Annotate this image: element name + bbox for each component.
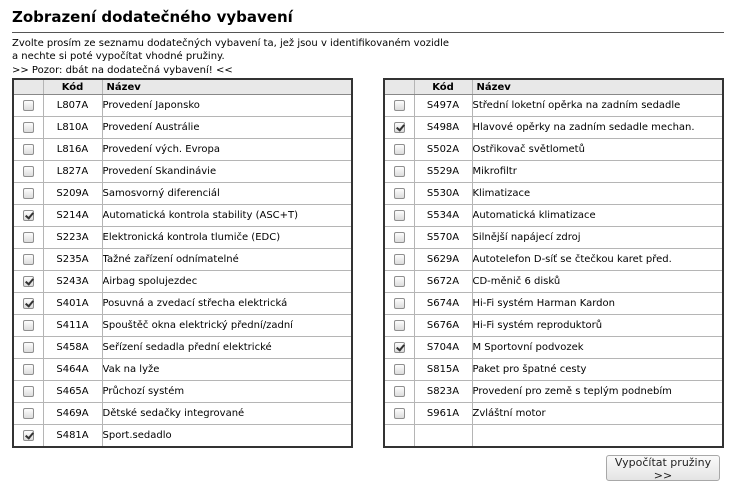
- checkbox-cell: [13, 381, 43, 403]
- option-name: Samosvorný diferenciál: [102, 183, 352, 205]
- option-code: S676A: [414, 315, 472, 337]
- table-row: [13, 337, 352, 359]
- table-row: [384, 403, 723, 425]
- checkbox-cell: [13, 293, 43, 315]
- checkbox-cell: [13, 183, 43, 205]
- option-checkbox[interactable]: [23, 364, 34, 375]
- table-row: [384, 117, 723, 139]
- table-row: [13, 117, 352, 139]
- code-column-header: Kód: [43, 79, 102, 95]
- checkbox-cell: [13, 271, 43, 293]
- option-name: M Sportovní podvozek: [472, 337, 723, 359]
- table-row: [384, 271, 723, 293]
- option-name: Průchozí systém: [102, 381, 352, 403]
- option-code: S401A: [43, 293, 102, 315]
- option-name: Hi-Fi systém Harman Kardon: [472, 293, 723, 315]
- table-row: [13, 95, 352, 117]
- checkbox-column-header: [384, 79, 414, 95]
- equipment-table-left: [12, 78, 353, 448]
- option-checkbox[interactable]: [23, 342, 34, 353]
- checkbox-cell: [384, 205, 414, 227]
- option-checkbox[interactable]: [23, 276, 34, 287]
- table-row: [384, 227, 723, 249]
- instructions-line-1: Zvolte prosím ze seznamu dodatečných vybavení ta, jež jsou v identifikovaném vozidle: [12, 38, 450, 49]
- option-name: Ostřikovač světlometů: [472, 139, 723, 161]
- option-name: Posuvná a zvedací střecha elektrická: [102, 293, 352, 315]
- option-name: Automatická kontrola stability (ASC+T): [102, 205, 352, 227]
- option-code: S469A: [43, 403, 102, 425]
- name-column-header: Název: [472, 79, 723, 95]
- table-row: [384, 95, 723, 117]
- option-code: S223A: [43, 227, 102, 249]
- option-code: S497A: [414, 95, 472, 117]
- checkbox-cell: [13, 117, 43, 139]
- option-checkbox[interactable]: [23, 166, 34, 177]
- checkbox-cell: [13, 403, 43, 425]
- checkbox-cell: [384, 315, 414, 337]
- option-checkbox[interactable]: [394, 188, 405, 199]
- option-code: S823A: [414, 381, 472, 403]
- option-name: Hlavové opěrky na zadním sedadle mechan.: [472, 117, 723, 139]
- option-checkbox[interactable]: [23, 430, 34, 441]
- checkbox-cell: [384, 227, 414, 249]
- option-checkbox[interactable]: [23, 210, 34, 221]
- table-row: [384, 249, 723, 271]
- option-name: Provedení Austrálie: [102, 117, 352, 139]
- checkbox-cell: [13, 205, 43, 227]
- option-name: Provedení Japonsko: [102, 95, 352, 117]
- option-checkbox[interactable]: [23, 408, 34, 419]
- option-checkbox[interactable]: [394, 408, 405, 419]
- table-row: [13, 139, 352, 161]
- option-code: S209A: [43, 183, 102, 205]
- empty-cell: [472, 425, 723, 448]
- table-row: [13, 425, 352, 448]
- table-row: [13, 359, 352, 381]
- option-checkbox[interactable]: [23, 100, 34, 111]
- option-code: S570A: [414, 227, 472, 249]
- option-code: S235A: [43, 249, 102, 271]
- checkbox-cell: [384, 161, 414, 183]
- option-code: S961A: [414, 403, 472, 425]
- option-code: S529A: [414, 161, 472, 183]
- option-name: Spouštěč okna elektrický přední/zadní: [102, 315, 352, 337]
- option-checkbox[interactable]: [23, 188, 34, 199]
- option-checkbox[interactable]: [394, 144, 405, 155]
- checkbox-cell: [13, 337, 43, 359]
- table-row: [384, 381, 723, 403]
- option-name: Provedení Skandinávie: [102, 161, 352, 183]
- empty-row: [384, 425, 723, 448]
- checkbox-cell: [13, 249, 43, 271]
- option-code: S704A: [414, 337, 472, 359]
- checkbox-column-header: [13, 79, 43, 95]
- checkbox-cell: [384, 183, 414, 205]
- empty-cell: [414, 425, 472, 448]
- checkbox-cell: [13, 139, 43, 161]
- checkbox-cell: [384, 249, 414, 271]
- option-checkbox[interactable]: [23, 320, 34, 331]
- checkbox-cell: [384, 403, 414, 425]
- option-checkbox[interactable]: [394, 320, 405, 331]
- option-checkbox[interactable]: [394, 210, 405, 221]
- name-column-header: Název: [102, 79, 352, 95]
- table-row: [13, 403, 352, 425]
- checkbox-cell: [384, 117, 414, 139]
- option-code: S498A: [414, 117, 472, 139]
- option-name: Střední loketní opěrka na zadním sedadle: [472, 95, 723, 117]
- option-name: Vak na lyže: [102, 359, 352, 381]
- instructions: [12, 37, 472, 77]
- table-row: [13, 161, 352, 183]
- option-name: Tažné zařízení odnímatelné: [102, 249, 352, 271]
- option-code: S458A: [43, 337, 102, 359]
- option-checkbox[interactable]: [394, 122, 405, 133]
- title-divider: [12, 32, 724, 33]
- table-row: [13, 293, 352, 315]
- table-row: [13, 227, 352, 249]
- option-code: S815A: [414, 359, 472, 381]
- option-name: Zvláštní motor: [472, 403, 723, 425]
- option-checkbox[interactable]: [394, 100, 405, 111]
- table-row: [384, 337, 723, 359]
- checkbox-cell: [13, 161, 43, 183]
- checkbox-cell: [384, 271, 414, 293]
- code-column-header: Kód: [414, 79, 472, 95]
- empty-cell: [384, 425, 414, 448]
- table-row: [384, 161, 723, 183]
- table-row: [13, 315, 352, 337]
- option-code: S465A: [43, 381, 102, 403]
- option-code: S464A: [43, 359, 102, 381]
- option-name: Seřízení sedadla přední elektrické: [102, 337, 352, 359]
- option-checkbox[interactable]: [23, 122, 34, 133]
- option-checkbox[interactable]: [23, 232, 34, 243]
- option-name: Paket pro špatné cesty: [472, 359, 723, 381]
- option-code: S674A: [414, 293, 472, 315]
- option-checkbox[interactable]: [394, 342, 405, 353]
- table-row: [13, 183, 352, 205]
- option-checkbox[interactable]: [394, 298, 405, 309]
- option-name: Klimatizace: [472, 183, 723, 205]
- option-name: Provedení pro země s teplým podnebím: [472, 381, 723, 403]
- option-checkbox[interactable]: [394, 254, 405, 265]
- option-code: S502A: [414, 139, 472, 161]
- table-header-row: [384, 79, 723, 95]
- table-row: [384, 205, 723, 227]
- option-name: CD-měnič 6 disků: [472, 271, 723, 293]
- checkbox-cell: [384, 95, 414, 117]
- option-name: Hi-Fi systém reproduktorů: [472, 315, 723, 337]
- option-checkbox[interactable]: [23, 254, 34, 265]
- option-checkbox[interactable]: [394, 386, 405, 397]
- option-code: L810A: [43, 117, 102, 139]
- option-code: S534A: [414, 205, 472, 227]
- calculate-springs-button[interactable]: Vypočítat pružiny >>: [606, 455, 720, 481]
- option-code: S481A: [43, 425, 102, 448]
- option-checkbox[interactable]: [394, 276, 405, 287]
- option-name: Provedení vých. Evropa: [102, 139, 352, 161]
- checkbox-cell: [13, 315, 43, 337]
- instructions-line-2: a nechte si poté vypočítat vhodné pružiny.: [12, 51, 225, 63]
- option-code: S214A: [43, 205, 102, 227]
- table-row: [13, 249, 352, 271]
- option-code: L816A: [43, 139, 102, 161]
- table-row: [384, 315, 723, 337]
- option-checkbox[interactable]: [394, 364, 405, 375]
- checkbox-cell: [384, 359, 414, 381]
- option-name: Dětské sedačky integrované: [102, 403, 352, 425]
- option-checkbox[interactable]: [394, 166, 405, 177]
- table-row: [384, 183, 723, 205]
- option-code: S411A: [43, 315, 102, 337]
- option-code: L827A: [43, 161, 102, 183]
- option-code: L807A: [43, 95, 102, 117]
- option-name: Automatická klimatizace: [472, 205, 723, 227]
- option-checkbox[interactable]: [23, 298, 34, 309]
- warning-text: >> Pozor: dbát na dodatečná vybavení! <<: [12, 64, 233, 76]
- table-row: [384, 293, 723, 315]
- option-name: Sport.sedadlo: [102, 425, 352, 448]
- table-row: [384, 139, 723, 161]
- checkbox-cell: [13, 95, 43, 117]
- checkbox-cell: [384, 139, 414, 161]
- option-code: S243A: [43, 271, 102, 293]
- checkbox-cell: [384, 381, 414, 403]
- checkbox-cell: [13, 227, 43, 249]
- option-name: Mikrofiltr: [472, 161, 723, 183]
- option-name: Airbag spolujezdec: [102, 271, 352, 293]
- page-title: Zobrazení dodatečného vybavení: [12, 8, 293, 26]
- table-row: [384, 359, 723, 381]
- option-checkbox[interactable]: [23, 144, 34, 155]
- table-row: [13, 271, 352, 293]
- table-row: [13, 205, 352, 227]
- checkbox-cell: [13, 359, 43, 381]
- option-name: Silnější napájecí zdroj: [472, 227, 723, 249]
- equipment-table-right: [383, 78, 724, 448]
- option-code: S672A: [414, 271, 472, 293]
- checkbox-cell: [13, 425, 43, 448]
- option-name: Elektronická kontrola tlumiče (EDC): [102, 227, 352, 249]
- option-checkbox[interactable]: [394, 232, 405, 243]
- checkbox-cell: [384, 337, 414, 359]
- checkbox-cell: [384, 293, 414, 315]
- option-checkbox[interactable]: [23, 386, 34, 397]
- table-header-row: [13, 79, 352, 95]
- option-code: S629A: [414, 249, 472, 271]
- option-code: S530A: [414, 183, 472, 205]
- table-row: [13, 381, 352, 403]
- option-name: Autotelefon D-síť se čtečkou karet před.: [472, 249, 723, 271]
